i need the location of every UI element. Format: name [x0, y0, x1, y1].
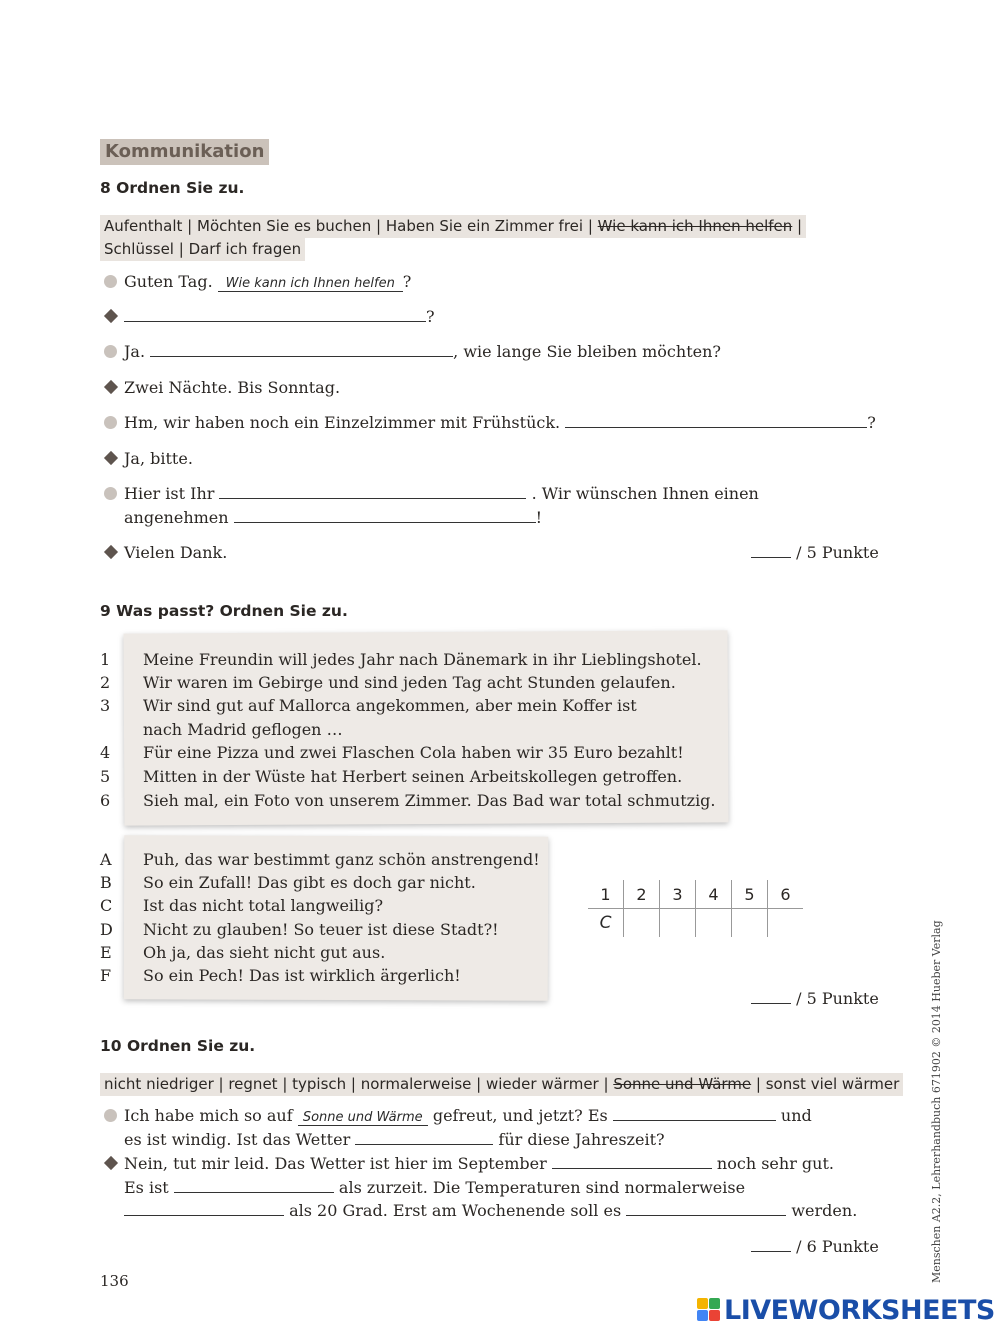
- struck-word: Wie kann ich Ihnen helfen: [597, 217, 793, 235]
- sentence: Wir waren im Gebirge und sind jeden Tag acht Stunden gelaufen.: [143, 673, 676, 692]
- item-letter: E: [100, 943, 112, 962]
- answer-blank[interactable]: [150, 342, 453, 357]
- item-number: 2: [100, 673, 111, 692]
- task10-title: 10 Ordnen Sie zu.: [100, 1037, 256, 1055]
- grid-header: 5: [732, 880, 768, 909]
- page-number: 136: [100, 1272, 129, 1290]
- response: Nicht zu glauben! So teuer ist diese Stadt?!: [143, 920, 499, 939]
- sentence: Für eine Pizza und zwei Flaschen Cola haben wir 35 Euro bezahlt!: [143, 743, 684, 762]
- answer-blank[interactable]: [124, 307, 426, 322]
- item-letter: B: [100, 873, 112, 892]
- item-letter: F: [100, 966, 112, 985]
- speaker-b-bullet: [104, 309, 118, 323]
- section-title: Kommunikation: [100, 139, 269, 165]
- speaker-a-bullet: [104, 275, 117, 288]
- grid-header: 6: [768, 880, 804, 909]
- grid-header: 2: [624, 880, 660, 909]
- text-line-4: Es ist als zurzeit. Die Temperaturen sind normalerweise: [124, 1178, 746, 1197]
- answer-blank[interactable]: [626, 1201, 786, 1216]
- text-line-3: Nein, tut mir leid. Das Wetter ist hier im September noch sehr gut.: [124, 1154, 834, 1173]
- item-letter: C: [100, 896, 113, 915]
- speaker-b-bullet: [104, 1156, 118, 1170]
- liveworksheets-logo: LIVEWORKSHEETS: [724, 1295, 995, 1326]
- sentence: Wir sind gut auf Mallorca angekommen, aber mein Koffer ist: [143, 696, 637, 715]
- answer-blank[interactable]: [355, 1130, 493, 1145]
- task8-word-box-line1: Aufenthalt | Möchten Sie es buchen | Haben Sie ein Zimmer frei | Wie kann ich Ihnen helfen |: [100, 215, 806, 238]
- grid-answer-cell[interactable]: C: [599, 913, 612, 933]
- speaker-b-bullet: [104, 380, 118, 394]
- item-number: 5: [100, 767, 111, 786]
- task8-title: 8 Ordnen Sie zu.: [100, 179, 245, 197]
- dialog-line-3: Ja. , wie lange Sie bleiben möchten?: [124, 342, 721, 361]
- points-blank[interactable]: [751, 1237, 791, 1252]
- answer-blank[interactable]: [234, 508, 536, 523]
- task8-word-box-line2: Schlüssel | Darf ich fragen: [100, 238, 305, 261]
- item-letter: A: [100, 850, 112, 869]
- grid-answer-cell[interactable]: [660, 909, 696, 938]
- points-blank[interactable]: [751, 543, 791, 558]
- grid-header: 3: [660, 880, 696, 909]
- response: Ist das nicht total langweilig?: [143, 896, 384, 915]
- struck-word: Sonne und Wärme: [613, 1075, 752, 1093]
- dialog-line-2: ?: [124, 307, 435, 326]
- speaker-b-bullet: [104, 451, 118, 465]
- sentence: nach Madrid geflogen …: [143, 720, 343, 739]
- answer-blank[interactable]: [613, 1106, 776, 1121]
- dialog-line-9: Vielen Dank.: [124, 543, 228, 562]
- speaker-a-bullet: [104, 345, 117, 358]
- sentence: Mitten in der Wüste hat Herbert seinen Arbeitskollegen getroffen.: [143, 767, 683, 786]
- task10-word-box: nicht niedriger | regnet | typisch | normalerweise | wieder wärmer | Sonne und Wärme | sonst viel wärmer: [100, 1073, 903, 1096]
- answer-blank[interactable]: [219, 484, 526, 499]
- grid-answer-cell[interactable]: [624, 909, 660, 938]
- dialog-line-5: Hm, wir haben noch ein Einzelzimmer mit Frühstück. ?: [124, 413, 876, 432]
- task8-points: / 5 Punkte: [751, 543, 879, 562]
- text-line-2: es ist windig. Ist das Wetter für diese Jahreszeit?: [124, 1130, 665, 1149]
- dialog-line-4: Zwei Nächte. Bis Sonntag.: [124, 378, 341, 397]
- sentence: Sieh mal, ein Foto von unserem Zimmer. Das Bad war total schmutzig.: [143, 791, 716, 810]
- answer-blank[interactable]: [124, 1201, 284, 1216]
- response: Oh ja, das sieht nicht gut aus.: [143, 943, 386, 962]
- item-number: 3: [100, 696, 111, 715]
- response: Puh, das war bestimmt ganz schön anstrengend!: [143, 850, 540, 869]
- grid-answer-cell[interactable]: [732, 909, 768, 938]
- task9-title: 9 Was passt? Ordnen Sie zu.: [100, 602, 348, 620]
- sentence: Meine Freundin will jedes Jahr nach Dänemark in ihr Lieblingshotel.: [143, 650, 702, 669]
- dialog-line-8: angenehmen !: [124, 508, 543, 527]
- text-line-5: als 20 Grad. Erst am Wochenende soll es werden.: [124, 1201, 857, 1220]
- answer-blank[interactable]: [174, 1178, 334, 1193]
- task9-points: / 5 Punkte: [751, 989, 879, 1008]
- answer-grid: [588, 880, 803, 937]
- item-letter: D: [100, 920, 113, 939]
- task10-points: / 6 Punkte: [751, 1237, 879, 1256]
- grid-header: 1: [588, 880, 624, 909]
- item-number: 6: [100, 791, 111, 810]
- answer-blank[interactable]: [552, 1154, 712, 1169]
- response: So ein Pech! Das ist wirklich ärgerlich!: [143, 966, 461, 985]
- grid-answer-cell[interactable]: [696, 909, 732, 938]
- grid-answer-cell[interactable]: [768, 909, 804, 938]
- copyright-side-text: Menschen A2.2, Lehrerhandbuch 671902 © 2014 Hueber Verlag: [930, 920, 943, 1283]
- speaker-a-bullet: [104, 487, 117, 500]
- item-number: 4: [100, 743, 111, 762]
- item-number: 1: [100, 650, 111, 669]
- text-line-1: Ich habe mich so auf Sonne und Wärme gefreut, und jetzt? Es und: [124, 1106, 812, 1125]
- dialog-line-1: Guten Tag. Wie kann ich Ihnen helfen ?: [124, 272, 412, 291]
- grid-header: 4: [696, 880, 732, 909]
- response: So ein Zufall! Das gibt es doch gar nicht.: [143, 873, 476, 892]
- answer-blank-filled[interactable]: Sonne und Wärme: [298, 1110, 428, 1126]
- dialog-line-6: Ja, bitte.: [124, 449, 193, 468]
- speaker-b-bullet: [104, 545, 118, 559]
- speaker-a-bullet: [104, 1109, 117, 1122]
- points-blank[interactable]: [751, 989, 791, 1004]
- dialog-line-7: Hier ist Ihr . Wir wünschen Ihnen einen: [124, 484, 759, 503]
- speaker-a-bullet: [104, 416, 117, 429]
- liveworksheets-logo-icon: [697, 1298, 721, 1322]
- answer-blank[interactable]: [565, 413, 867, 428]
- answer-blank-filled[interactable]: Wie kann ich Ihnen helfen: [218, 276, 403, 292]
